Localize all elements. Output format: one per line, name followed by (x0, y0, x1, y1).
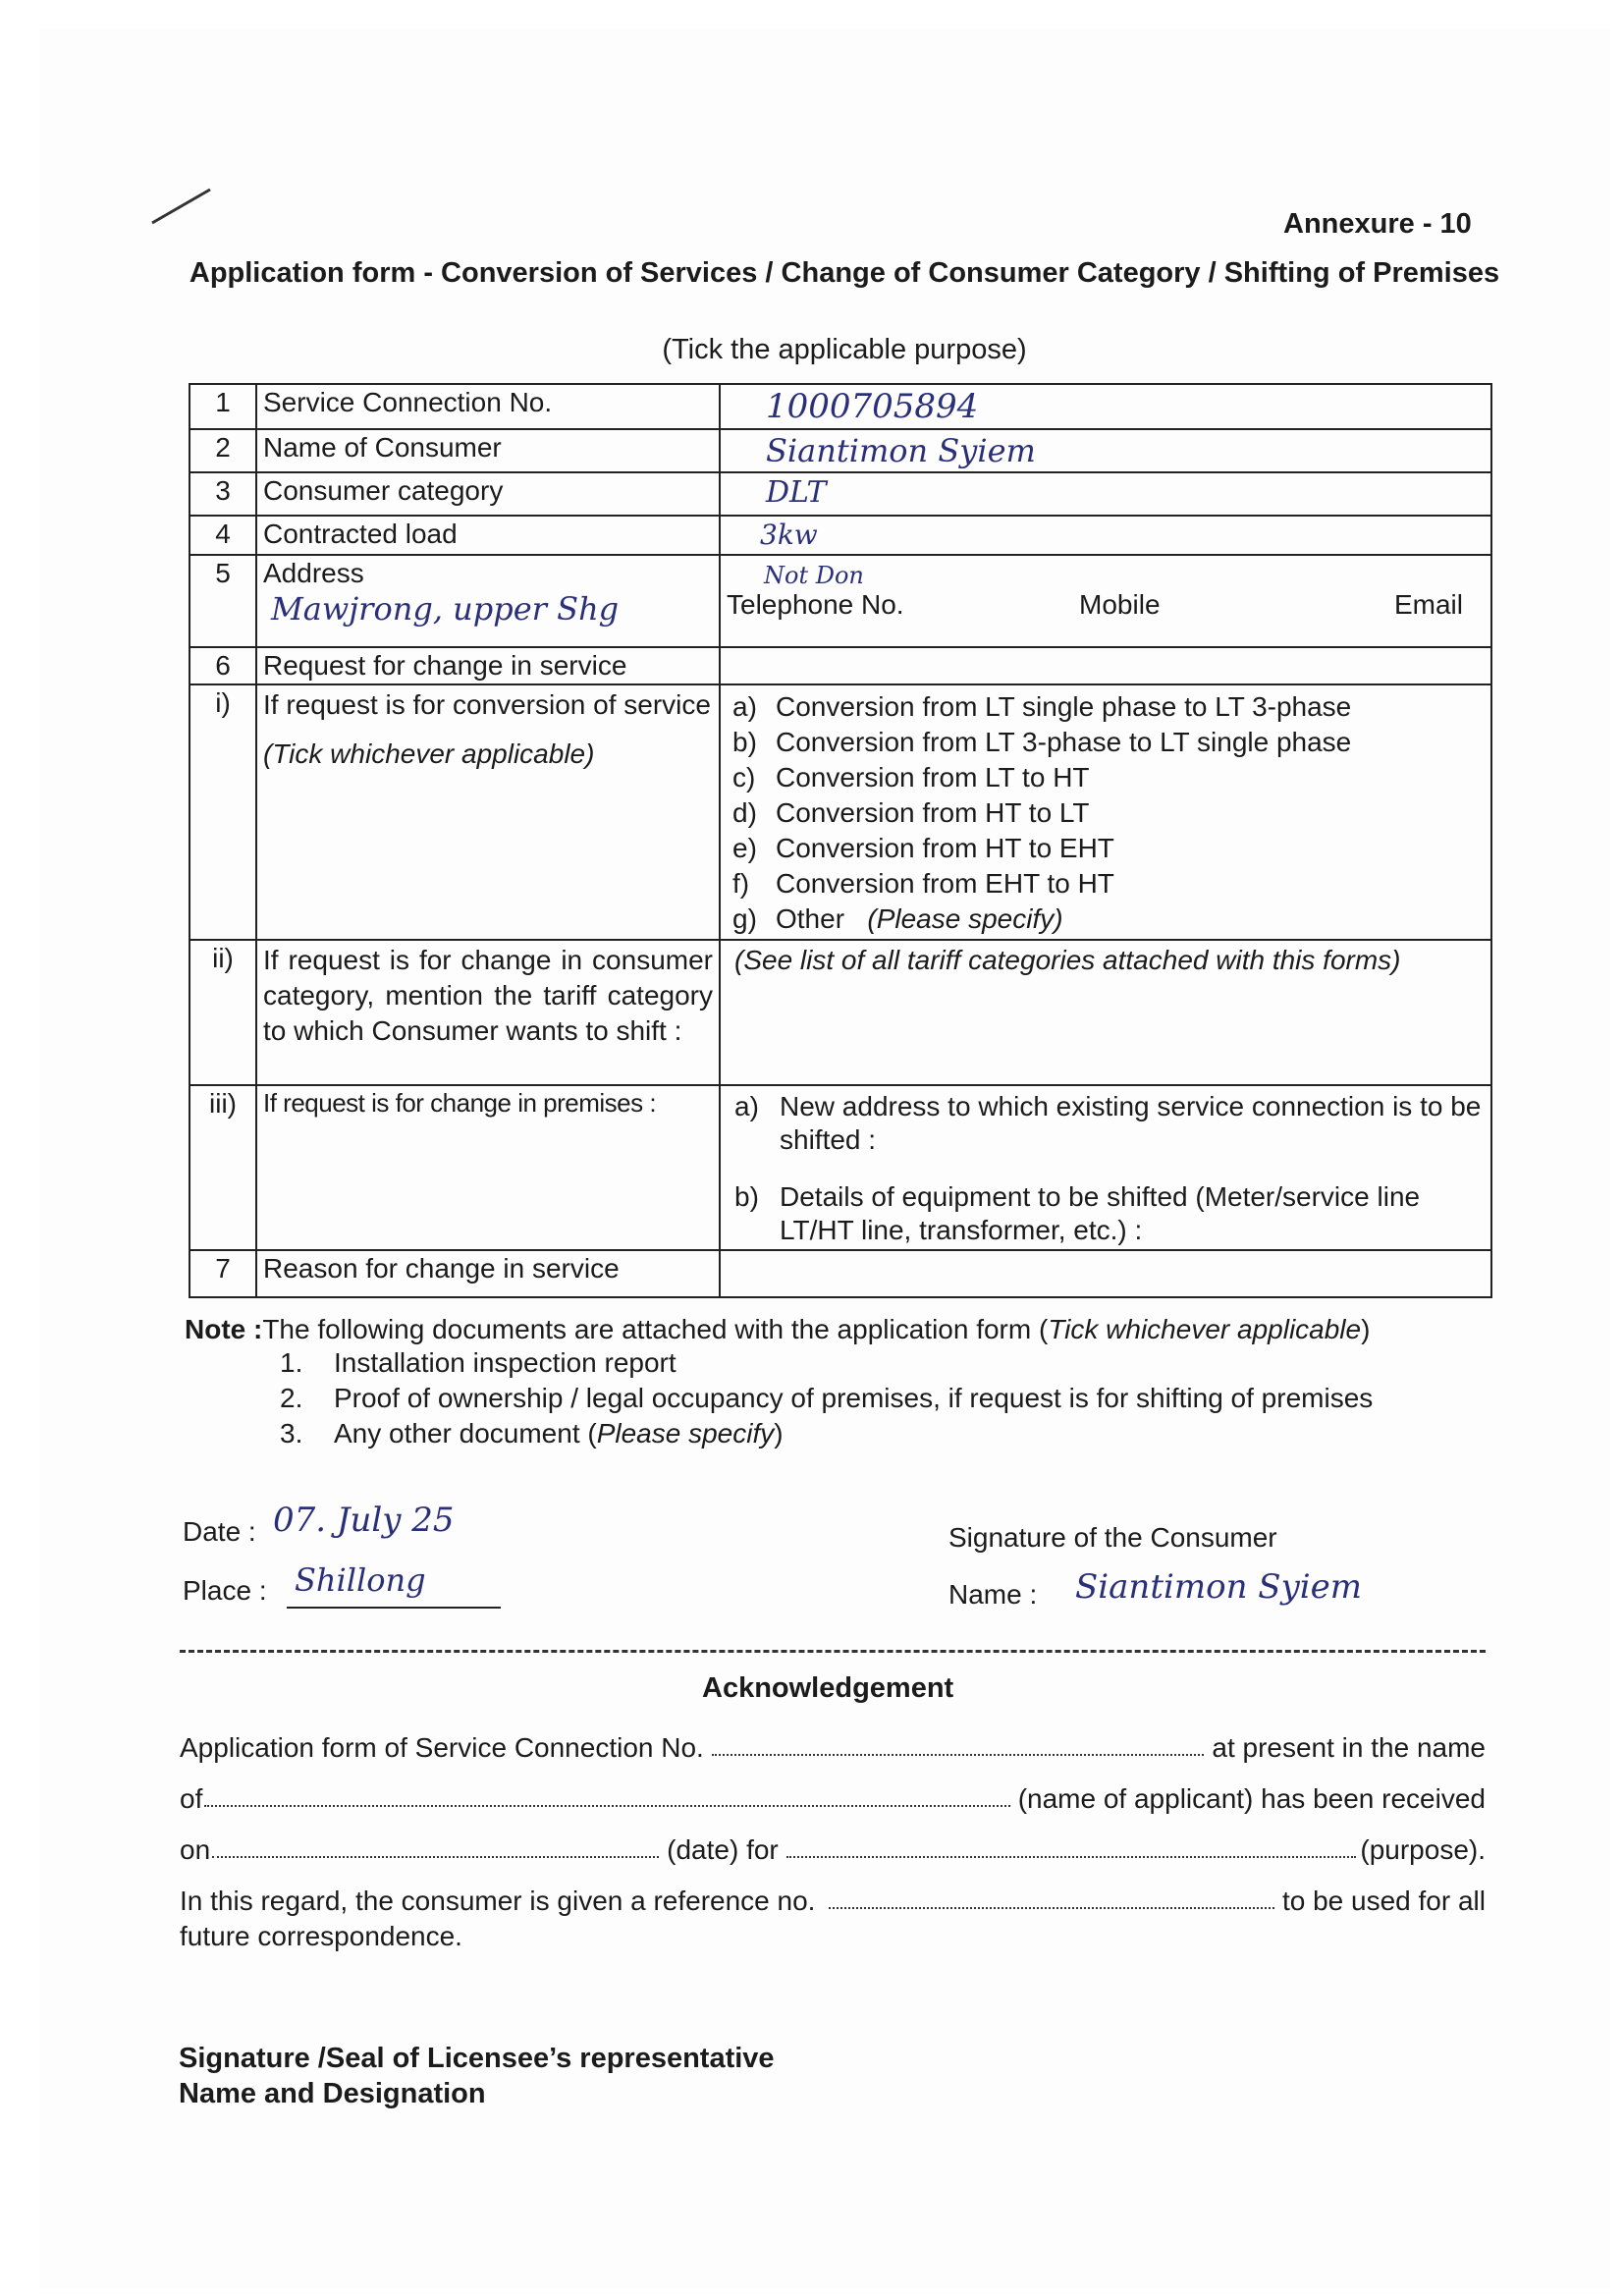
handwritten-address: Mawjrong, upper Shg (271, 590, 620, 628)
list-item[interactable]: 2. Proof of ownership / legal occupancy of premises, if request is for shifting of premises (280, 1383, 1374, 1413)
row-number: 1 (189, 384, 256, 429)
documents-list (280, 1345, 1373, 1451)
form-instruction: (Tick the applicable purpose) (662, 334, 1027, 365)
note-hint: Tick whichever applicable (1048, 1314, 1362, 1344)
table-row (189, 516, 1491, 555)
row-label: If request is for change in premises : (256, 1085, 720, 1250)
handwritten-note: Not Don (764, 562, 864, 589)
option-item[interactable]: d) Conversion from HT to LT (732, 797, 1090, 828)
ack-line-2: of (name of applicant) has been received (180, 1783, 1486, 1814)
handwritten-consumer-name: Siantimon Syiem (766, 432, 1036, 469)
table-row (189, 429, 1491, 472)
handwritten-category: DLT (766, 475, 827, 510)
premises-cell[interactable] (720, 1085, 1491, 1250)
new-address-label: New address to which existing service connection is to be shifted : (780, 1091, 1482, 1155)
ack-line-3: on (date) for (purpose). (180, 1834, 1486, 1865)
table-row (189, 472, 1491, 516)
handwritten-signature[interactable]: Siantimon Syiem (1075, 1567, 1363, 1607)
option-item[interactable]: f) Conversion from EHT to HT (732, 868, 1114, 899)
option-item-other[interactable]: g) Other (Please specify) (732, 903, 1063, 934)
row-number: 4 (189, 516, 256, 555)
note-lead: Note : (185, 1314, 263, 1344)
reason-value[interactable] (720, 1250, 1491, 1297)
table-row (189, 940, 1491, 1085)
row-label: Reason for change in service (256, 1250, 720, 1297)
date-label: Date : (183, 1516, 256, 1547)
option-key: a) (734, 1091, 759, 1121)
row-label: Contracted load (256, 516, 720, 555)
licensee-signature-label: Signature /Seal of Licensee’s representative (179, 2043, 775, 2074)
list-item[interactable]: 1. Installation inspection report (280, 1347, 677, 1378)
row-number: 6 (189, 647, 256, 684)
acknowledgement-title: Acknowledgement (702, 1672, 954, 1704)
equipment-label: Details of equipment to be shifted (Meter/service line LT/HT line, transformer, etc.) : (780, 1181, 1421, 1245)
option-key: b) (734, 1181, 759, 1212)
option-item[interactable]: e) Conversion from HT to EHT (732, 833, 1114, 863)
place-label: Place : (183, 1575, 267, 1606)
row-label: If request is for change in consumer category, mention the tariff category to which Consumer wants to shift : (256, 940, 720, 1085)
row-number: iii) (189, 1085, 256, 1250)
row-label: Service Connection No. (256, 384, 720, 429)
annexure-label: Annexure - 10 (1283, 208, 1472, 240)
table-row (189, 1085, 1491, 1250)
table-row (189, 555, 1491, 647)
option-item[interactable]: c) Conversion from LT to HT (732, 762, 1090, 793)
table-row (189, 684, 1491, 940)
table-row (189, 647, 1491, 684)
consumer-category-value[interactable] (720, 472, 1491, 516)
ack-line-5: future correspondence. (180, 1921, 462, 1951)
row-number: 3 (189, 472, 256, 516)
licensee-name-label: Name and Designation (179, 2078, 486, 2109)
empty-cell (720, 647, 1491, 684)
note-close: ) (1361, 1314, 1371, 1344)
handwritten-place[interactable]: Shillong (287, 1561, 501, 1609)
consumer-signature-label: Signature of the Consumer (948, 1522, 1277, 1553)
note-section (185, 1312, 1370, 1347)
telephone-label: Telephone No. (727, 589, 904, 620)
contact-cell[interactable] (720, 555, 1491, 647)
row-number: 7 (189, 1250, 256, 1297)
table-row (189, 384, 1491, 429)
ack-line-1: Application form of Service Connection No. at present in the name (180, 1732, 1486, 1763)
tariff-note: (See list of all tariff categories attached with this forms) (720, 940, 1491, 1085)
list-item[interactable]: 3. Any other document (Please specify) (280, 1418, 784, 1449)
pen-stroke-mark (147, 182, 216, 231)
row-label: Request for change in service (256, 647, 720, 684)
conversion-cell (256, 684, 720, 940)
handwritten-service-no: 1000705894 (766, 387, 979, 426)
email-label: Email (1393, 589, 1463, 620)
mobile-label: Mobile (1079, 589, 1161, 620)
row-number: 2 (189, 429, 256, 472)
consumer-name-value[interactable] (720, 429, 1491, 472)
ack-line-4: In this regard, the consumer is given a reference no. to be used for all (180, 1886, 1486, 1916)
handwritten-date[interactable]: 07. July 25 (273, 1501, 455, 1540)
row-number: 5 (189, 555, 256, 647)
row-number: i) (189, 684, 256, 940)
row-hint: (Tick whichever applicable) (263, 738, 595, 769)
conversion-options (720, 684, 1491, 940)
application-table (189, 383, 1492, 1298)
option-item[interactable]: b) Conversion from LT 3-phase to LT single phase (732, 727, 1352, 757)
contracted-load-value[interactable] (720, 516, 1491, 555)
handwritten-load: 3kw (760, 519, 818, 551)
row-label: Name of Consumer (256, 429, 720, 472)
row-number: ii) (189, 940, 256, 1085)
address-cell (256, 555, 720, 647)
option-item[interactable]: a) Conversion from LT single phase to LT 3-phase (732, 691, 1352, 722)
cut-line-divider (180, 1650, 1486, 1653)
row-label: Address (263, 558, 364, 588)
service-connection-value[interactable] (720, 384, 1491, 429)
form-title: Application form - Conversion of Services / Change of Consumer Category / Shifting of Premises (189, 257, 1500, 289)
row-label: If request is for conversion of service (263, 689, 711, 720)
row-label: Consumer category (256, 472, 720, 516)
note-text: The following documents are attached with the application form ( (262, 1314, 1049, 1344)
name-label: Name : (948, 1579, 1038, 1610)
table-row (189, 1250, 1491, 1297)
